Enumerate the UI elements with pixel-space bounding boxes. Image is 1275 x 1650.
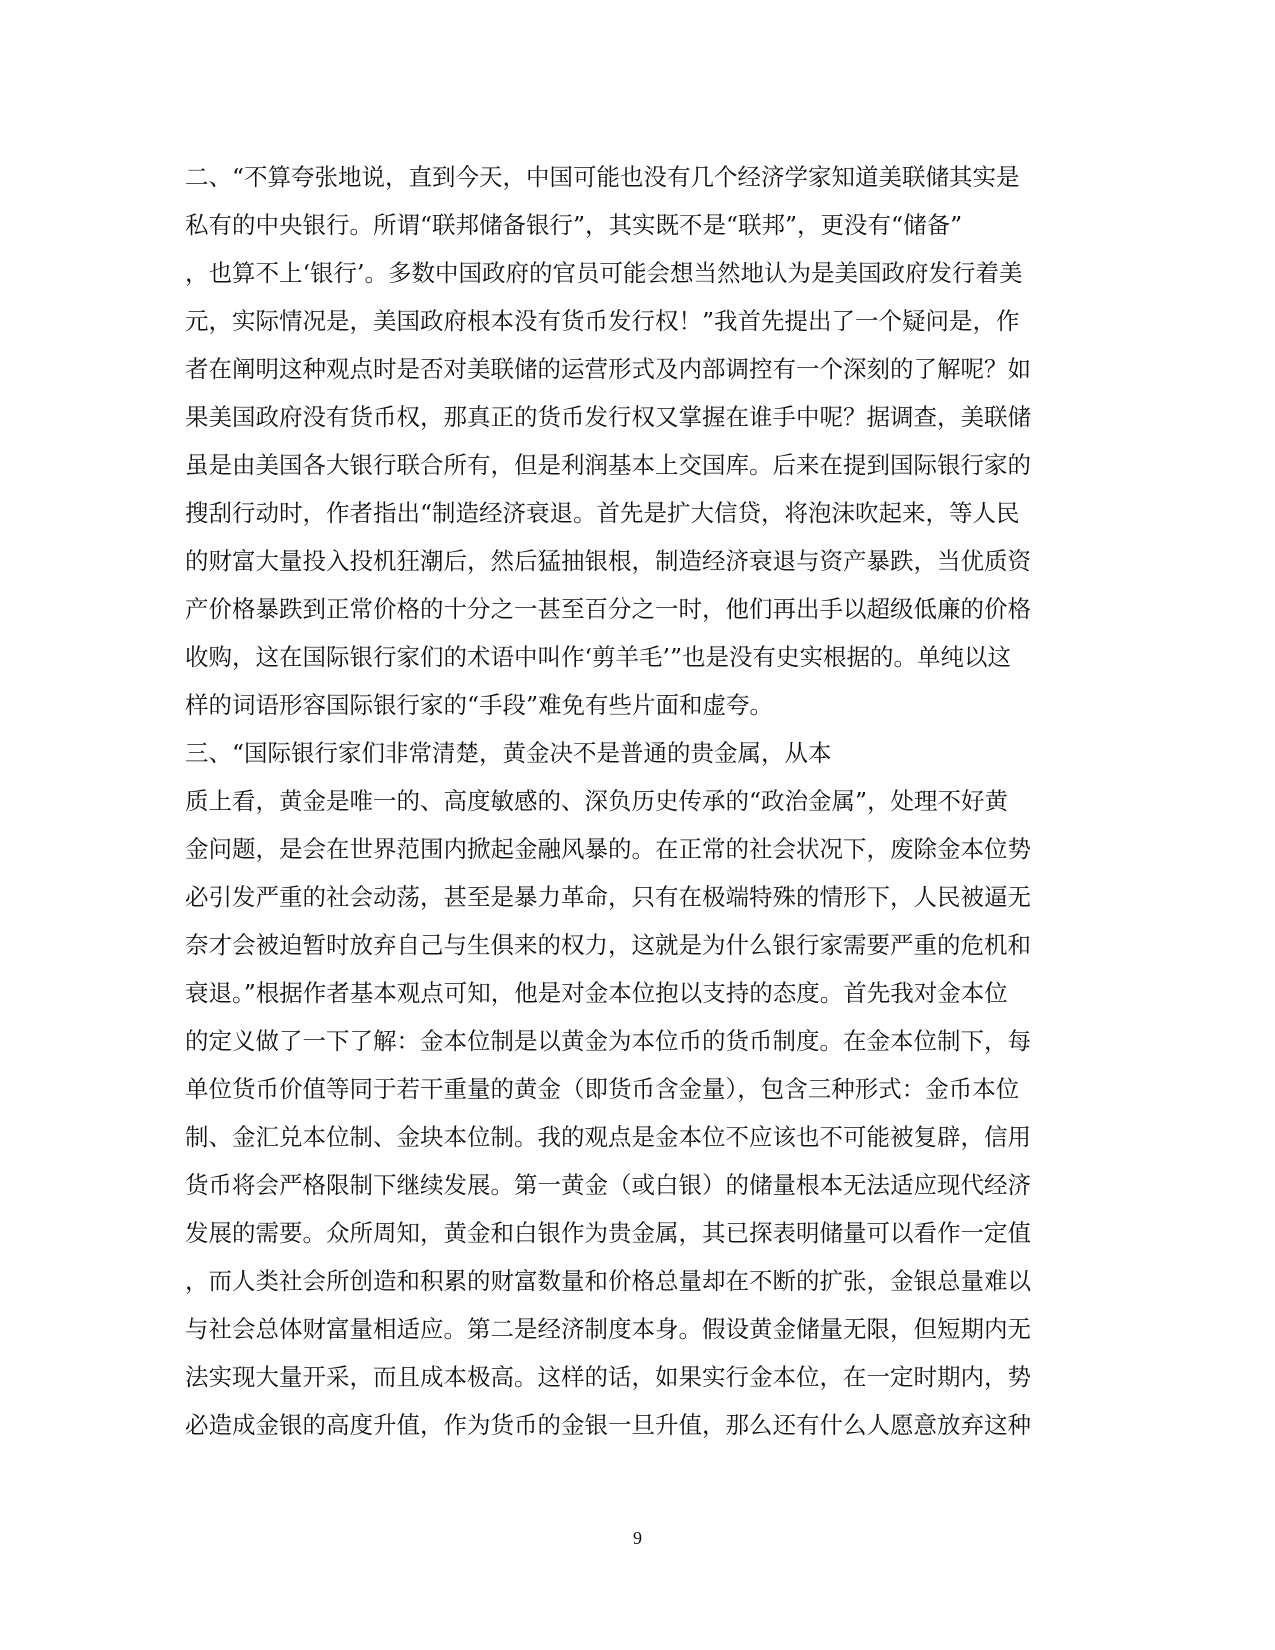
text-line: 三、“国际银行家们非常清楚，黄金决不是普通的贵金属，从本 bbox=[185, 739, 832, 767]
text-line: 质上看，黄金是唯一的、高度敏感的、深负历史传承的“政治金属”，处理不好黄 bbox=[185, 787, 1009, 815]
text-line: 者在阐明这种观点时是否对美联储的运营形式及内部调控有一个深刻的了解呢？如 bbox=[185, 355, 1031, 383]
text-line: 虽是由美国各大银行联合所有，但是利润基本上交国库。后来在提到国际银行家的 bbox=[185, 451, 1031, 479]
text-line: 单位货币价值等同于若干重量的黄金（即货币含金量），包含三种形式：金币本位 bbox=[185, 1075, 1020, 1103]
body-text bbox=[185, 153, 1085, 1449]
text-line: 必引发严重的社会动荡，甚至是暴力革命，只有在极端特殊的情形下，人民被逼无 bbox=[185, 883, 1031, 911]
text-line: 衰退。”根据作者基本观点可知，他是对金本位抱以支持的态度。首先我对金本位 bbox=[185, 979, 1008, 1007]
text-line: ，而人类社会所创造和积累的财富数量和价格总量却在不断的扩张，金银总量难以 bbox=[185, 1267, 1031, 1295]
text-line: 的财富大量投入投机狂潮后，然后猛抽银根，制造经济衰退与资产暴跌，当优质资 bbox=[185, 547, 1031, 575]
text-line: 搜刮行动时，作者指出“制造经济衰退。首先是扩大信贷，将泡沫吹起来，等人民 bbox=[185, 499, 1020, 527]
text-line: 金问题，是会在世界范围内掀起金融风暴的。在正常的社会状况下，废除金本位势 bbox=[185, 835, 1031, 863]
text-line: 元，实际情况是，美国政府根本没有货币发行权！”我首先提出了一个疑问是，作 bbox=[185, 307, 1020, 335]
text-line: 果美国政府没有货币权，那真正的货币发行权又掌握在谁手中呢？据调查，美联储 bbox=[185, 403, 1031, 431]
text-line: 必造成金银的高度升值，作为货币的金银一旦升值，那么还有什么人愿意放弃这种 bbox=[185, 1411, 1031, 1439]
text-line: 制、金汇兑本位制、金块本位制。我的观点是金本位不应该也不可能被复辟，信用 bbox=[185, 1123, 1031, 1151]
text-line: 收购，这在国际银行家们的术语中叫作‘剪羊毛’”也是没有史实根据的。单纯以这 bbox=[185, 643, 1011, 671]
text-line: 发展的需要。众所周知，黄金和白银作为贵金属，其已探表明储量可以看作一定值 bbox=[185, 1219, 1031, 1247]
page-number: 9 bbox=[633, 1528, 642, 1548]
text-line: 法实现大量开采，而且成本极高。这样的话，如果实行金本位，在一定时期内，势 bbox=[185, 1363, 1031, 1391]
text-line: 的定义做了一下了解：金本位制是以黄金为本位币的货币制度。在金本位制下，每 bbox=[185, 1027, 1031, 1055]
text-line: 奈才会被迫暂时放弃自己与生俱来的权力，这就是为什么银行家需要严重的危机和 bbox=[185, 931, 1031, 959]
text-line: 货币将会严格限制下继续发展。第一黄金（或白银）的储量根本无法适应现代经济 bbox=[185, 1171, 1031, 1199]
text-line: ，也算不上‘银行’。多数中国政府的官员可能会想当然地认为是美国政府发行着美 bbox=[185, 259, 1023, 287]
text-line: 私有的中央银行。所谓“联邦储备银行”，其实既不是“联邦”，更没有“储备” bbox=[185, 211, 963, 239]
text-line: 样的词语形容国际银行家的“手段”难免有些片面和虚夸。 bbox=[185, 691, 774, 719]
text-line: 与社会总体财富量相适应。第二是经济制度本身。假设黄金储量无限，但短期内无 bbox=[185, 1315, 1031, 1343]
text-line: 产价格暴跌到正常价格的十分之一甚至百分之一时，他们再出手以超级低廉的价格 bbox=[185, 595, 1031, 623]
text-line: 二、“不算夸张地说，直到今天，中国可能也没有几个经济学家知道美联储其实是 bbox=[185, 163, 1020, 191]
